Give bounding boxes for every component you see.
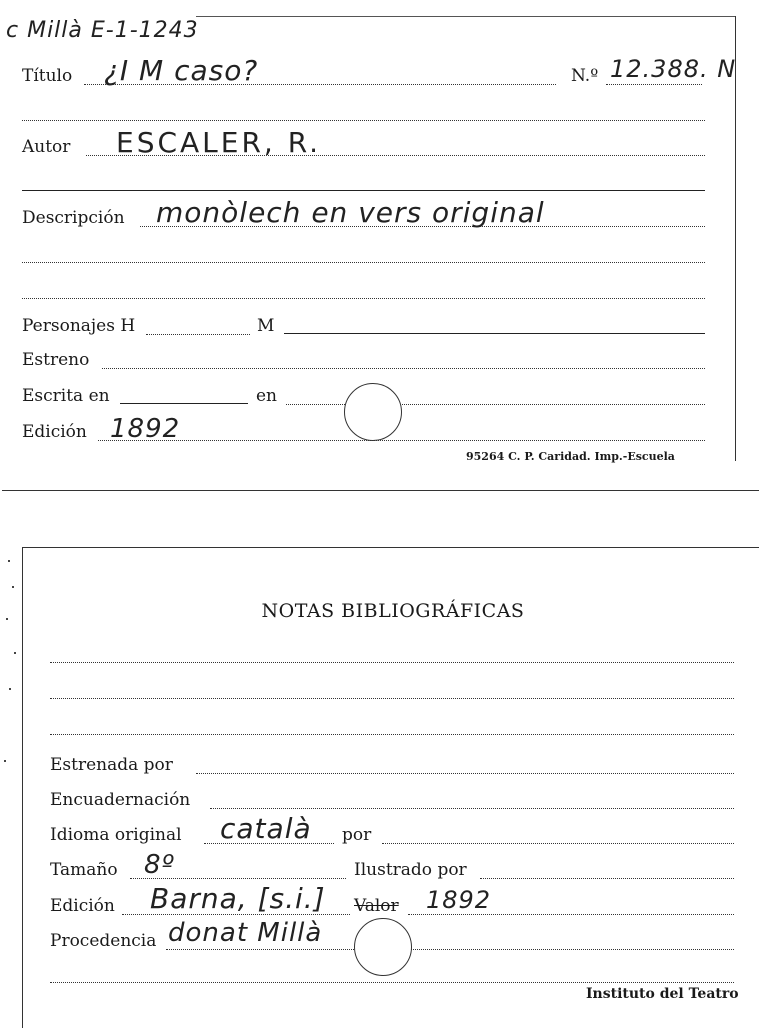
notas-line-1 (50, 662, 734, 663)
autor-continuation-line (22, 190, 705, 191)
archive-reference: c Millà E-1-1243 (6, 18, 199, 43)
titulo-value: ¿I M caso? (104, 54, 259, 87)
encuadernacion-label: Encuadernación (50, 790, 191, 810)
procedencia-label: Procedencia (50, 931, 157, 951)
personajes-m-label: M (257, 316, 275, 336)
edge-speck (14, 652, 16, 654)
card2-top-border (22, 547, 759, 548)
numero-line (606, 84, 702, 85)
edge-speck (12, 586, 14, 588)
tamano-label: Tamaño (50, 860, 118, 880)
personajes-h-line (146, 334, 250, 335)
idioma-por-label: por (342, 825, 372, 845)
edicion2-value: Barna, [s.i.] (150, 882, 326, 915)
idioma-label: Idioma original (50, 825, 182, 845)
personajes-m-line (284, 333, 705, 334)
ilustrado-line (480, 878, 734, 879)
card1-bottom-border (2, 490, 759, 491)
printer-mark: 95264 C. P. Caridad. Imp.-Escuela (466, 450, 675, 463)
descripcion-line-2 (22, 262, 705, 263)
estreno-label: Estreno (22, 350, 90, 370)
idioma-value: català (220, 812, 312, 845)
descripcion-line-3 (22, 298, 705, 299)
titulo-continuation-line (22, 120, 705, 121)
descripcion-label: Descripción (22, 208, 125, 228)
edicion-line (98, 440, 705, 441)
estrenada-label: Estrenada por (50, 755, 173, 775)
tamano-value: 8º (144, 850, 175, 880)
notas-heading: NOTAS BIBLIOGRÁFICAS (261, 600, 525, 622)
personajes-label: Personajes H (22, 316, 136, 336)
escrita-label: Escrita en (22, 386, 110, 406)
encuadernacion-line (210, 808, 734, 809)
idioma-por-line (382, 843, 734, 844)
escrita-line (120, 403, 248, 404)
ilustrado-label: Ilustrado por (354, 860, 467, 880)
valor-value: 1892 (426, 886, 492, 914)
edicion-label: Edición (22, 422, 87, 442)
valor-label: Valor (354, 896, 399, 916)
autor-label: Autor (22, 137, 71, 157)
notas-line-3 (50, 734, 734, 735)
notas-line-2 (50, 698, 734, 699)
punch-hole-card2 (354, 918, 412, 976)
punch-hole-card1 (344, 383, 402, 441)
titulo-label: Título (22, 66, 73, 86)
descripcion-value: monòlech en vers original (156, 196, 545, 229)
edicion-value: 1892 (110, 414, 181, 444)
card1-top-border (196, 16, 736, 17)
escrita-en-label: en (256, 386, 278, 406)
valor-line (408, 914, 734, 915)
edicion2-label: Edición (50, 896, 115, 916)
institution-name: Instituto del Teatro (586, 986, 739, 1002)
edge-speck (8, 560, 10, 562)
autor-value: ESCALER, R. (116, 126, 322, 159)
numero-value: 12.388. N (610, 55, 737, 83)
edge-speck (9, 688, 11, 690)
numero-label: N.º (571, 66, 599, 86)
estreno-line (102, 368, 705, 369)
edge-speck (4, 760, 6, 762)
procedencia-value: donat Millà (168, 918, 323, 948)
procedencia-line-2 (50, 982, 734, 983)
estrenada-line (196, 773, 734, 774)
procedencia-line (166, 949, 734, 950)
